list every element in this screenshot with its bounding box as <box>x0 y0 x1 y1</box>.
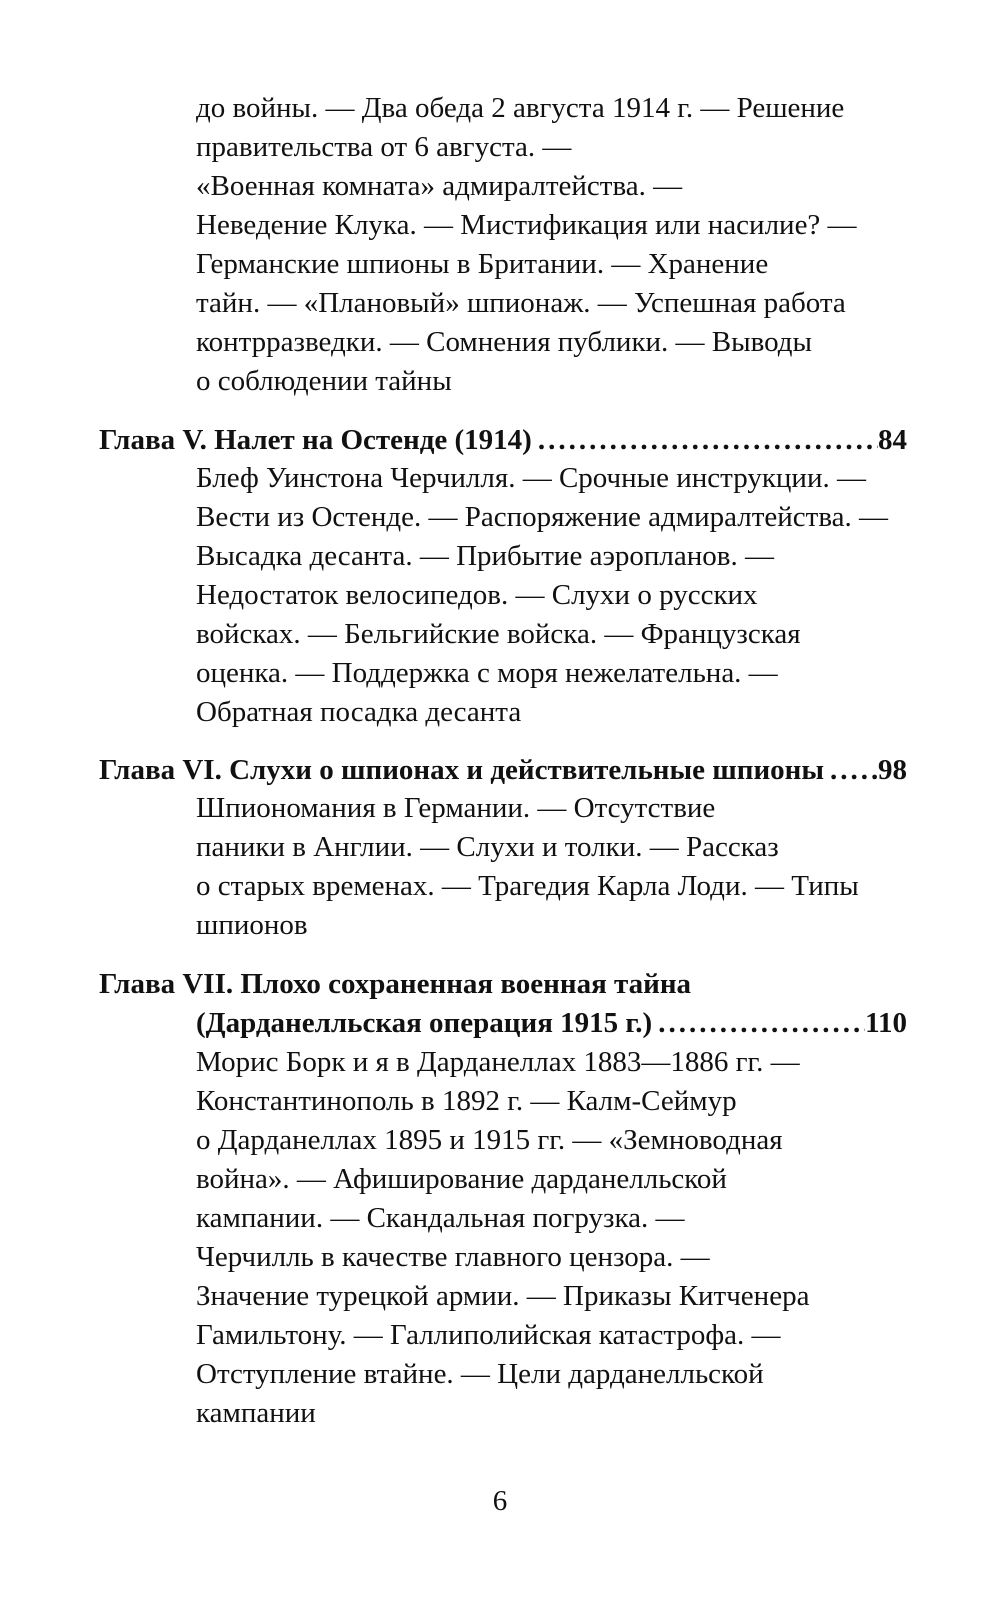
summary-line: тайн. — «Плановый» шпионаж. — Успешная работа <box>196 287 846 319</box>
summary-line: Константинополь в 1892 г. — Калм-Сеймур <box>196 1085 737 1117</box>
summary-line: о старых временах. — Трагедия Карла Лоди. — Типы <box>196 870 859 902</box>
summary-line: Вести из Остенде. — Распоряжение адмиралтейства. — <box>196 501 889 533</box>
summary-line: «Военная комната» адмиралтейства. — <box>196 170 683 202</box>
summary-line: о Дарданеллах 1895 и 1915 гг. — «Земноводная <box>196 1124 783 1156</box>
summary-line: Блеф Уинстона Черчилля. — Срочные инструкции. — <box>196 462 866 494</box>
summary-line: оценка. — Поддержка с моря нежелательна. — <box>196 657 778 689</box>
dot-leader <box>652 1003 865 1043</box>
dot-leader <box>532 420 878 460</box>
chapter-title: Глава V. Налет на Остенде (1914) <box>99 424 532 456</box>
summary-line: Обратная посадка десанта <box>196 696 522 728</box>
summary-line: Отступление втайне. — Цели дарданелльской <box>196 1358 764 1390</box>
chapter-page-number: 98 <box>878 754 907 786</box>
summary-line: кампании. — Скандальная погрузка. — <box>196 1202 685 1234</box>
summary-line: Германские шпионы в Британии. — Хранение <box>196 248 769 280</box>
summary-line: контрразведки. — Сомнения публики. — Выводы <box>196 326 813 358</box>
chapter-title: Глава VII. Плохо сохраненная военная тайна <box>99 968 692 1000</box>
chapter-page-number: 84 <box>878 424 907 456</box>
summary-line: Недостаток велосипедов. — Слухи о русских <box>196 579 758 611</box>
summary-line: Шпиономания в Германии. — Отсутствие <box>196 792 716 824</box>
summary-line: Значение турецкой армии. — Приказы Китченера <box>196 1280 810 1312</box>
summary-line: войсках. — Бельгийские войска. — Французская <box>196 618 801 650</box>
summary-line: до войны. — Два обеда 2 августа 1914 г. — Решение <box>196 92 845 124</box>
toc-entry-chapter-6[interactable] <box>99 750 907 790</box>
summary-line: кампании <box>196 1397 316 1429</box>
toc-entry-chapter-7-title[interactable] <box>99 964 907 1004</box>
summary-line: Черчилль в качестве главного цензора. — <box>196 1241 710 1273</box>
summary-line: правительства от 6 августа. — <box>196 131 572 163</box>
summary-line: шпионов <box>196 909 308 941</box>
chapter-page-number: 110 <box>865 1007 907 1039</box>
summary-line: война». — Афиширование дарданелльской <box>196 1163 727 1195</box>
dot-leader <box>824 750 878 790</box>
chapter-subtitle: (Дарданелльская операция 1915 г.) <box>196 1007 653 1039</box>
summary-line: Неведение Клука. — Мистификация или насилие? — <box>196 209 857 241</box>
summary-line: о соблюдении тайны <box>196 365 452 397</box>
summary-line: Гамильтону. — Галлиполийская катастрофа. — <box>196 1319 781 1351</box>
page-number: 6 <box>492 1485 508 1517</box>
summary-line: паники в Англии. — Слухи и толки. — Рассказ <box>196 831 779 863</box>
summary-line: Высадка десанта. — Прибытие аэропланов. — <box>196 540 774 572</box>
chapter-title: Глава VI. Слухи о шпионах и действительные шпионы <box>99 754 825 786</box>
toc-entry-chapter-5[interactable] <box>99 420 907 460</box>
toc-entry-chapter-7[interactable] <box>196 1003 907 1043</box>
summary-line: Морис Борк и я в Дарданеллах 1883—1886 гг. — <box>196 1046 800 1078</box>
